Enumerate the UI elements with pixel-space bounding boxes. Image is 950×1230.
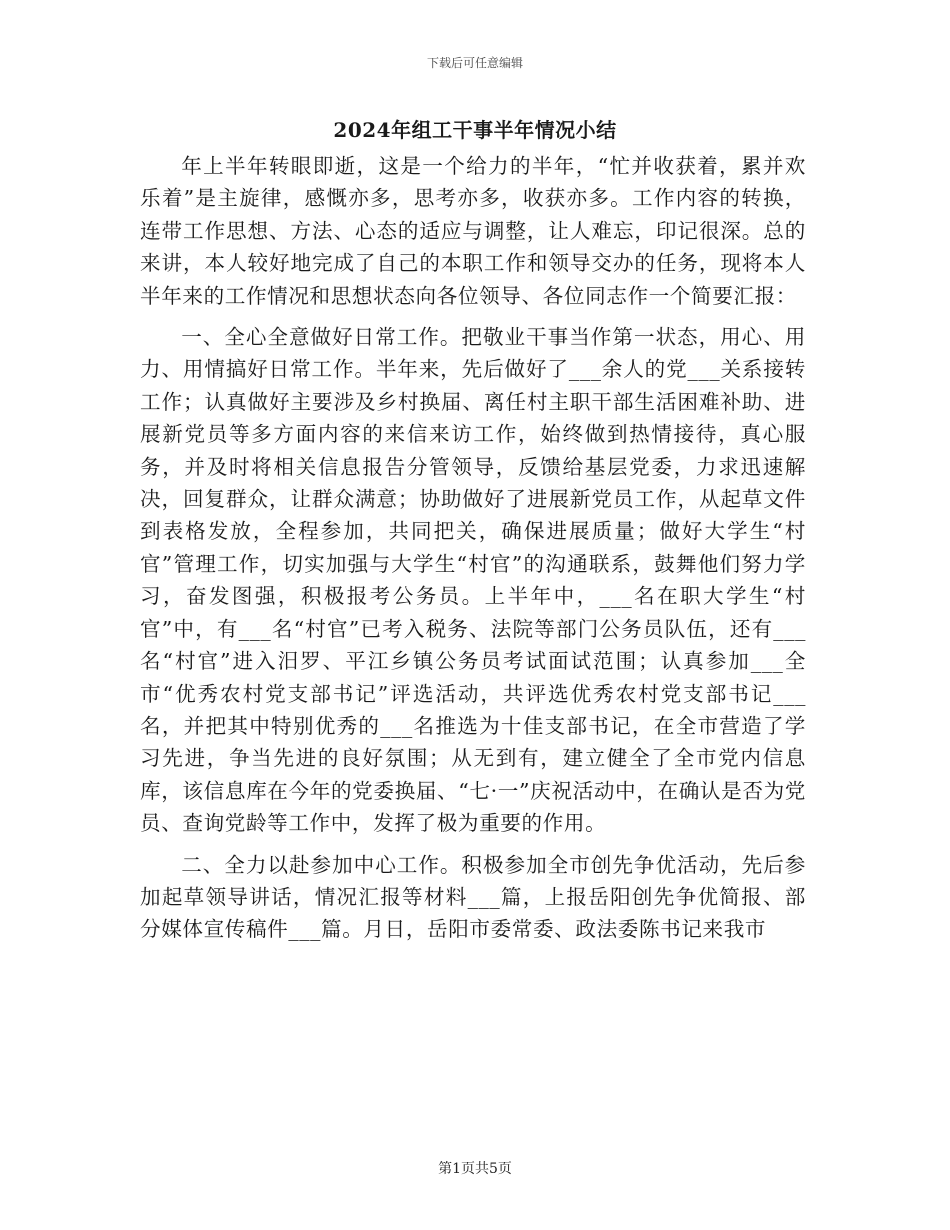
- paragraph-section-one: 一、全心全意做好日常工作。把敬业干事当作第一状态，用心、用力、用情搞好日常工作。半年来，先后做好了___余人的党___关系接转工作；认真做好主要涉及乡村换届、离任村主职干部生活困难补助、进展新党员等多方面内容的来信来访工作，始终做到热情接待，真心服务，并及时将相关信息报告分管领导，反馈给基层党委，力求迅速解决，回复群众，让群众满意；协助做好了进展新党员工作，从起草文件到表格发放，全程参加，共同把关，确保进展质量；做好大学生“村官”管理工作，切实加强与大学生“村官”的沟通联系，鼓舞他们努力学习，奋发图强，积极报考公务员。上半年中，___名在职大学生“村官”中，有___名“村官”已考入税务、法院等部门公务员队伍，还有___名“村官”进入汨罗、平江乡镇公务员考试面试范围；认真参加___全市“优秀农村党支部书记”评选活动，共评选优秀农村党支部书记___名，并把其中特别优秀的___名推选为十佳支部书记，在全市营造了学习先进，争当先进的良好氛围；从无到有，建立健全了全市党内信息库，该信息库在今年的党委换届、“七·一”庆祝活动中，在确认是否为党员、查询党龄等工作中，发挥了极为重要的作用。: [140, 325, 806, 836]
- paragraph-intro: 年上半年转眼即逝，这是一个给力的半年，“忙并收获着，累并欢乐着”是主旋律，感慨亦多，思考亦多，收获亦多。工作内容的转换，连带工作思想、方法、心态的适应与调整，让人难忘，印记很深。总的来讲，本人较好地完成了自己的本职工作和领导交办的任务，现将本人半年来的工作情况和思想状态向各位领导、各位同志作一个简要汇报：: [140, 154, 806, 308]
- page-number: 第1页共5页: [438, 1161, 512, 1177]
- page-header-note: 下载后可任意编辑: [426, 56, 523, 70]
- document-title: 2024年组工干事半年情况小结: [333, 118, 617, 142]
- document-body: [140, 150, 806, 946]
- paragraph-section-two: 二、全力以赴参加中心工作。积极参加全市创先争优活动，先后参加起草领导讲话，情况汇报等材料___篇，上报岳阳创先争优简报、部分媒体宣传稿件___篇。月日，岳阳市委常委、政法委陈书记来我市: [140, 852, 806, 942]
